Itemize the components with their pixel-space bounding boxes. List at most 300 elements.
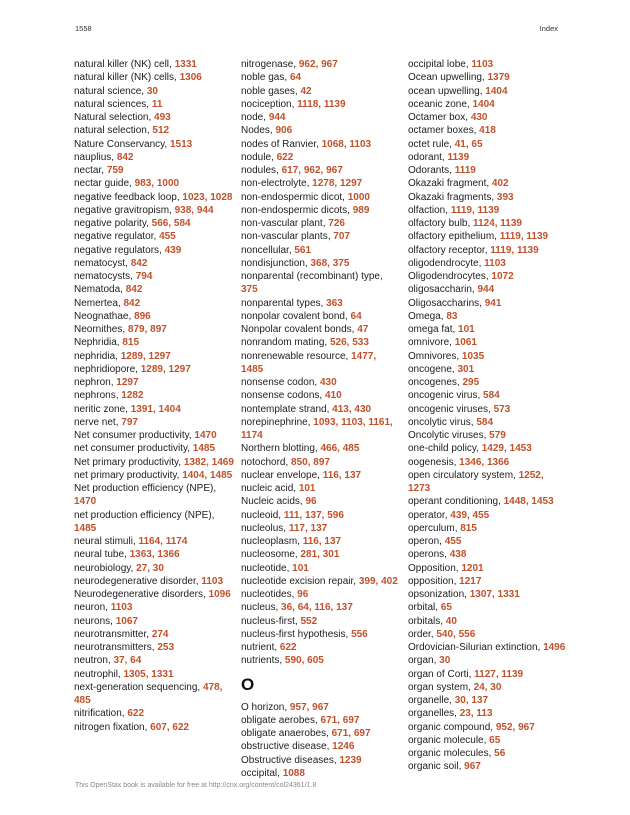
page-references[interactable]: 375 <box>241 284 258 296</box>
page-references[interactable]: 797 <box>121 416 138 428</box>
page-references[interactable]: 439 <box>164 244 182 256</box>
index-entry <box>74 707 234 720</box>
index-entry <box>241 191 401 204</box>
index-entry <box>408 495 568 508</box>
page-references[interactable]: 1103 <box>484 257 506 269</box>
page-references[interactable]: 590, 605 <box>284 655 324 667</box>
page-references[interactable]: 439, 455 <box>450 509 490 521</box>
page-references[interactable]: 1217 <box>459 575 482 587</box>
index-entry <box>241 548 401 561</box>
page-references[interactable]: 493 <box>154 112 171 123</box>
page-references[interactable]: 1346, 1366 <box>459 456 510 468</box>
index-term: nucleoplasm, <box>241 536 303 547</box>
page-references[interactable]: 418 <box>479 125 496 137</box>
page-references[interactable]: 368, 375 <box>310 257 350 269</box>
page-references[interactable]: 47 <box>357 324 369 335</box>
index-term: oncogene, <box>408 363 458 375</box>
page-references[interactable]: 1119 <box>454 165 476 176</box>
page-references[interactable]: 30, 137 <box>454 695 489 706</box>
index-entry <box>74 323 234 336</box>
page-references[interactable]: 117, 137 <box>288 522 328 534</box>
page-references[interactable]: 30 <box>146 85 158 97</box>
index-term: one-child policy, <box>408 443 482 455</box>
page-references[interactable]: 842 <box>130 257 148 269</box>
index-term: opposition, <box>408 575 460 587</box>
page-references[interactable]: 96 <box>297 589 309 600</box>
index-term: nucleotide excision repair, <box>241 575 359 587</box>
index-entry <box>74 244 234 257</box>
page-references[interactable]: 842 <box>123 297 141 309</box>
index-entry <box>74 151 234 164</box>
index-term: Okazaki fragment, <box>408 178 492 190</box>
index-entry <box>74 98 234 111</box>
index-entry <box>74 191 234 204</box>
index-term: next-generation sequencing, <box>74 681 203 693</box>
index-entry <box>241 403 401 416</box>
index-entry <box>408 257 568 270</box>
index-term: olfactory bulb, <box>408 218 474 229</box>
page-references[interactable]: 1061 <box>454 337 477 349</box>
index-term: orbitals, <box>408 615 446 627</box>
index-entry <box>74 257 234 270</box>
index-term: organic molecule, <box>408 734 490 746</box>
index-term: omega fat, <box>408 324 459 335</box>
index-entry <box>241 350 401 377</box>
index-entry <box>408 283 568 296</box>
page-references[interactable]: 566, 584 <box>151 218 191 229</box>
page-references[interactable]: 1088 <box>282 767 305 779</box>
index-term: nucleosome, <box>241 549 301 561</box>
index-entry <box>241 244 401 257</box>
page-references[interactable]: 455 <box>159 231 176 243</box>
page-references[interactable]: 27, 30 <box>136 562 164 574</box>
index-entry <box>241 628 401 641</box>
page-references[interactable]: 1429, 1453 <box>481 443 532 455</box>
index-entry <box>74 416 234 429</box>
page-references[interactable]: 607, 622 <box>150 721 190 733</box>
index-term: neural stimuli, <box>74 536 139 547</box>
page-references[interactable]: 1363, 1366 <box>129 549 180 561</box>
page-references[interactable]: 42 <box>300 85 312 97</box>
index-term: nodule, <box>241 151 277 163</box>
index-term: organelles, <box>408 708 460 720</box>
index-entry <box>74 85 234 98</box>
index-entry <box>74 204 234 217</box>
index-entry <box>74 58 234 71</box>
index-entry <box>408 164 568 177</box>
page-references[interactable]: 561 <box>294 244 312 256</box>
page-references[interactable]: 1485 <box>74 522 97 534</box>
index-term: Neurodegenerative disorders, <box>74 589 209 600</box>
index-entry <box>241 767 401 780</box>
index-term: oncogenic virus, <box>408 390 484 402</box>
page-references[interactable]: 579 <box>489 430 506 441</box>
page-references[interactable]: 622 <box>127 708 145 720</box>
page-references[interactable]: 671, 697 <box>331 728 371 739</box>
page-references[interactable]: 1331 <box>174 59 197 70</box>
index-entry <box>408 124 568 137</box>
index-term: natural selection, <box>74 125 153 137</box>
page-references[interactable]: 584 <box>476 416 494 428</box>
page-references[interactable]: 952, 967 <box>495 721 535 733</box>
index-entry <box>241 575 401 588</box>
index-entry <box>74 376 234 389</box>
page-references[interactable]: 1485 <box>192 443 216 455</box>
index-entry <box>74 389 234 402</box>
page-references[interactable]: 1470 <box>194 430 217 441</box>
page-references[interactable]: 101 <box>458 324 475 335</box>
page-references[interactable]: 466, 485 <box>320 443 360 455</box>
page-references[interactable]: 957, 967 <box>289 701 329 713</box>
index-term: nodes of Ranvier, <box>241 138 322 150</box>
page-references[interactable]: 1307, 1331 <box>469 589 520 600</box>
index-term: nerve net, <box>74 416 122 428</box>
page-references[interactable]: 64 <box>289 72 302 84</box>
index-term: natural killer (NK) cells, <box>74 72 180 84</box>
index-entry <box>408 456 568 469</box>
index-term: Obstructive diseases, <box>241 754 340 766</box>
index-term: organ of Corti, <box>408 668 475 680</box>
index-term: obligate anaerobes, <box>241 728 332 739</box>
page-number: 1558 <box>75 24 92 33</box>
page-references[interactable]: 967 <box>464 761 481 773</box>
index-term: organ system, <box>408 681 474 693</box>
index-entry <box>74 310 234 323</box>
index-term: organic compound, <box>408 721 496 733</box>
page-references[interactable]: 41, 65 <box>454 138 483 150</box>
page-references[interactable]: 65 <box>440 602 452 614</box>
index-entry <box>74 668 234 681</box>
index-term: nucleus, <box>241 602 282 614</box>
page-references[interactable]: 842 <box>125 284 143 296</box>
index-term: Nephridia, <box>74 337 123 349</box>
index-entry <box>408 628 568 641</box>
page-references[interactable]: 622 <box>279 642 297 653</box>
index-entry <box>74 350 234 363</box>
page-references[interactable]: 1404, 1485 <box>182 469 233 481</box>
index-entry <box>74 641 234 654</box>
index-term: Opposition, <box>408 562 462 574</box>
page-references[interactable]: 1305, 1331 <box>123 668 174 680</box>
index-entry <box>241 727 401 740</box>
index-term: neutron, <box>74 655 114 667</box>
index-term: nonsense codons, <box>241 390 325 402</box>
index-entry <box>241 85 401 98</box>
page-references[interactable]: 430 <box>470 112 488 123</box>
page-references[interactable]: 1306 <box>179 72 202 84</box>
page-references[interactable]: 1391, 1404 <box>130 403 181 415</box>
page-references[interactable]: 1000 <box>347 191 370 203</box>
page-references[interactable]: 1119, 1139 <box>450 204 500 216</box>
page-references[interactable]: 253 <box>157 642 175 653</box>
page-references[interactable]: 842 <box>116 151 134 163</box>
index-entry <box>408 469 568 496</box>
page-references[interactable]: 879, 897 <box>127 324 167 335</box>
page-references[interactable]: 962, 967 <box>298 59 338 70</box>
index-entry <box>408 760 568 773</box>
page-references[interactable]: 1282 <box>121 390 144 402</box>
page-references[interactable]: 1297 <box>116 377 139 388</box>
page-references[interactable]: 1067 <box>115 615 138 627</box>
index-entry <box>408 98 568 111</box>
index-entry <box>408 323 568 336</box>
index-entry <box>241 177 401 190</box>
page-references[interactable]: 1124, 1139 <box>473 218 522 229</box>
index-entry <box>74 177 234 190</box>
index-entry <box>241 297 401 310</box>
index-term: nondisjunction, <box>241 257 311 269</box>
index-term: organic soil, <box>408 761 465 773</box>
index-term: Nemertea, <box>74 297 124 309</box>
page-references[interactable]: 1289, 1297 <box>140 363 191 375</box>
page-references[interactable]: 1404 <box>472 98 495 110</box>
page-references[interactable]: 707 <box>333 231 350 243</box>
index-entry <box>408 244 568 257</box>
page-references[interactable]: 56 <box>494 748 506 759</box>
index-entry <box>408 191 568 204</box>
index-term: Ocean upwelling, <box>408 72 488 84</box>
index-entry <box>241 336 401 349</box>
page-references[interactable]: 1379 <box>487 72 510 84</box>
page-references[interactable]: 1477, 1485 <box>241 350 377 375</box>
page-references[interactable]: 111, 137, 596 <box>283 509 344 521</box>
index-term: oncolytic virus, <box>408 416 477 428</box>
index-entry <box>408 58 568 71</box>
index-term: nitrification, <box>74 708 128 720</box>
page-references[interactable]: 1252, 1273 <box>408 469 544 494</box>
page-references[interactable]: 1289, 1297 <box>120 350 171 362</box>
index-entry <box>74 71 234 84</box>
page-references[interactable]: 1072 <box>491 271 514 282</box>
page-references[interactable]: 116, 137 <box>322 469 362 481</box>
index-term: nephron, <box>74 377 117 388</box>
page-references[interactable]: 83 <box>446 310 458 322</box>
index-term: Nodes, <box>241 125 276 137</box>
page-references[interactable]: 983, 1000 <box>134 178 180 190</box>
page-references[interactable]: 573 <box>493 403 511 415</box>
index-entry <box>74 469 234 482</box>
page-references[interactable]: 1093, 1103, 1161, 1174 <box>241 416 393 441</box>
index-term: order, <box>408 628 437 640</box>
page-references[interactable]: 1139 <box>447 151 470 163</box>
index-entry <box>74 601 234 614</box>
page-references[interactable]: 295 <box>462 377 480 388</box>
page-references[interactable]: 24, 30 <box>473 681 502 693</box>
index-term: Net primary productivity, <box>74 456 184 468</box>
index-term: occipital, <box>241 767 283 779</box>
index-term: nucleotide, <box>241 562 293 574</box>
page-references[interactable]: 556 <box>351 628 368 640</box>
page-references[interactable]: 1119, 1139 <box>499 231 549 243</box>
page-references[interactable]: 1119, 1139 <box>490 244 539 256</box>
page-references[interactable]: 23, 113 <box>459 708 493 720</box>
index-term: Octamer box, <box>408 112 471 123</box>
index-term: nonsense codon, <box>241 377 320 388</box>
page-references[interactable]: 430 <box>319 377 337 388</box>
index-term: Oligosaccharins, <box>408 297 485 309</box>
index-entry <box>408 588 568 601</box>
index-entry <box>241 588 401 601</box>
index-column-2-n-entries <box>241 58 401 668</box>
page-references[interactable]: 815 <box>122 337 140 349</box>
index-term: operon, <box>408 536 445 547</box>
index-entry <box>408 429 568 442</box>
page-references[interactable]: 622 <box>276 151 294 163</box>
page-references[interactable]: 896 <box>134 310 151 322</box>
index-term: nodules, <box>241 165 282 176</box>
index-entry <box>74 482 234 509</box>
page-references[interactable]: 30 <box>439 655 451 667</box>
index-entry <box>408 562 568 575</box>
page-references[interactable]: 941 <box>484 297 502 309</box>
index-entry <box>408 694 568 707</box>
page-references[interactable]: 1164, 1174 <box>138 536 188 547</box>
index-entry <box>408 442 568 455</box>
index-term: node, <box>241 112 269 123</box>
index-entry <box>241 124 401 137</box>
index-column-2 <box>241 58 401 780</box>
page-references[interactable]: 301 <box>457 363 475 375</box>
page-references[interactable]: 671, 697 <box>320 714 360 726</box>
index-term: nucleus-first hypothesis, <box>241 628 352 640</box>
page-references[interactable]: 1496 <box>543 642 566 653</box>
index-term: nonparental types, <box>241 297 327 309</box>
index-column-3 <box>408 58 568 774</box>
index-term: nectar, <box>74 165 107 176</box>
index-entry <box>408 230 568 243</box>
index-entry <box>241 535 401 548</box>
page-references[interactable]: 794 <box>135 271 153 282</box>
page-references[interactable]: 399, 402 <box>358 575 398 587</box>
index-entry <box>241 416 401 443</box>
page-references[interactable]: 815 <box>460 522 477 534</box>
index-term: nitrogenase, <box>241 59 299 70</box>
page-references[interactable]: 540, 556 <box>436 628 476 640</box>
page-references[interactable]: 402 <box>491 178 509 190</box>
page-references[interactable]: 512 <box>152 125 170 137</box>
page-references[interactable]: 938, 944 <box>174 204 214 216</box>
page-references[interactable]: 759 <box>106 165 124 176</box>
page-references[interactable]: 1118, 1139 <box>297 98 346 110</box>
page-references[interactable]: 36, 64, 116, 137 <box>281 602 353 614</box>
index-term: non-vascular plants, <box>241 231 334 243</box>
index-entry <box>74 230 234 243</box>
index-term: negative regulator, <box>74 231 160 243</box>
page-references[interactable]: 726 <box>328 218 345 229</box>
index-entry <box>241 615 401 628</box>
index-term: natural killer (NK) cell, <box>74 59 175 70</box>
page-references[interactable]: 455 <box>444 536 462 547</box>
index-term: Oncolytic viruses, <box>408 430 490 441</box>
index-entry <box>408 681 568 694</box>
page-references[interactable]: 281, 301 <box>300 549 340 561</box>
index-term: olfactory epithelium, <box>408 231 500 243</box>
index-term: natural sciences, <box>74 98 152 110</box>
index-term: oncogenic viruses, <box>408 403 494 415</box>
page-references[interactable]: 1448, 1453 <box>503 496 554 508</box>
page-references[interactable]: 526, 533 <box>329 337 369 349</box>
page-references[interactable]: 478, 485 <box>74 681 223 706</box>
index-entry <box>74 588 234 601</box>
page-references[interactable]: 1246 <box>332 741 355 753</box>
page-references[interactable]: 1382, 1469 <box>183 456 234 468</box>
index-entry <box>408 177 568 190</box>
page-references[interactable]: 393 <box>496 191 514 203</box>
page-references[interactable]: 1404 <box>485 85 508 97</box>
page-references[interactable]: 1103 <box>201 575 224 587</box>
index-entry <box>241 230 401 243</box>
page-references[interactable]: 11 <box>151 98 163 110</box>
page-references[interactable]: 552 <box>300 615 318 627</box>
index-term: operant conditioning, <box>408 496 504 508</box>
page-references[interactable]: 1127, 1139 <box>474 668 524 680</box>
page-references[interactable]: 850, 897 <box>291 456 330 468</box>
index-term: negative gravitropism, <box>74 204 175 216</box>
index-entry <box>241 509 401 522</box>
page-references[interactable]: 944 <box>268 112 286 123</box>
index-term: nematocyst, <box>74 257 131 269</box>
page-references[interactable]: 1239 <box>339 754 362 766</box>
page-references[interactable]: 1023, 1028 <box>182 191 233 203</box>
page-references[interactable]: 1103 <box>471 59 494 70</box>
index-entry <box>241 376 401 389</box>
page-references[interactable]: 363 <box>326 297 343 309</box>
page-references[interactable]: 64 <box>350 310 362 322</box>
page-references[interactable]: 1035 <box>461 350 485 362</box>
index-entry <box>408 71 568 84</box>
page-references[interactable]: 1470 <box>74 496 97 508</box>
page-references[interactable]: 410 <box>324 390 342 402</box>
index-term: nephrons, <box>74 390 122 402</box>
page-references[interactable]: 1513 <box>169 138 193 150</box>
index-entry <box>408 270 568 283</box>
index-term: nitrogen fixation, <box>74 721 151 733</box>
page-references[interactable]: 413, 430 <box>332 403 372 415</box>
index-entry <box>74 217 234 230</box>
page-references[interactable]: 989 <box>352 204 370 216</box>
index-term: noble gas, <box>241 72 290 84</box>
page-references[interactable]: 1103 <box>110 602 133 614</box>
page-references[interactable]: 96 <box>305 496 317 508</box>
page-references[interactable]: 101 <box>292 562 309 574</box>
page-references[interactable]: 1096 <box>208 589 231 600</box>
page-references[interactable]: 1068, 1103 <box>321 138 372 150</box>
index-term: Net consumer productivity, <box>74 430 195 441</box>
index-term: opsonization, <box>408 589 470 600</box>
page-references[interactable]: 65 <box>489 734 501 746</box>
index-entry <box>241 310 401 323</box>
index-term: ocean upwelling, <box>408 85 486 97</box>
index-term: nutrient, <box>241 642 280 653</box>
page-references[interactable]: 274 <box>151 628 169 640</box>
page-references[interactable]: 438 <box>449 549 467 561</box>
page-references[interactable]: 944 <box>477 284 495 296</box>
index-term: net primary productivity, <box>74 469 183 481</box>
index-term: Nature Conservancy, <box>74 138 170 150</box>
page-references[interactable]: 40 <box>445 615 457 627</box>
index-term: oogenesis, <box>408 456 460 468</box>
page-references[interactable]: 116, 137 <box>302 536 342 547</box>
page-references[interactable]: 906 <box>275 125 293 137</box>
page-references[interactable]: 584 <box>483 390 500 402</box>
index-term: Net production efficiency (NPE), <box>74 483 217 494</box>
page-references[interactable]: 101 <box>298 483 316 494</box>
page-references[interactable]: 37, 64 <box>113 655 142 667</box>
index-term: nauplius, <box>74 151 117 163</box>
page-references[interactable]: 1201 <box>461 562 484 574</box>
page-references[interactable]: 1278, 1297 <box>312 178 363 190</box>
page-references[interactable]: 617, 962, 967 <box>281 165 343 176</box>
